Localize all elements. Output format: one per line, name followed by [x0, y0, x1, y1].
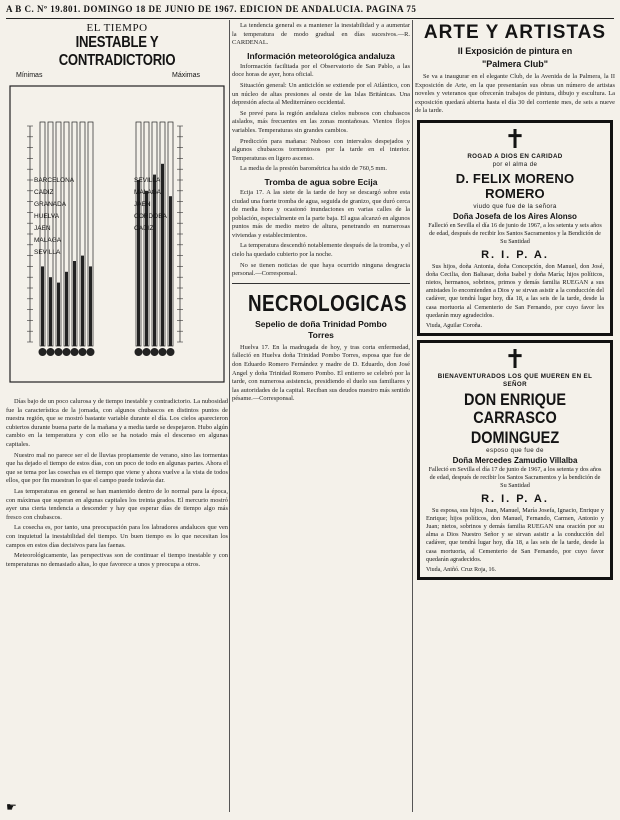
- city-label: HUELVA: [34, 213, 60, 220]
- obituary-footer: Viuda, Aniñó. Cruz Roja, 16.: [426, 567, 496, 574]
- obituary-spouse: Doña Mercedes Zamudio Villalba: [452, 456, 578, 465]
- thermometer-bulb: [39, 348, 47, 356]
- thermometer-bulb: [151, 348, 159, 356]
- info-paragraph: Se prevé para la región andaluza cielos nubosos con chubascos aislados, más frecuentes en las zonas montañosas. Vientos flojos variables. Temperaturas sin grandes cambios.: [232, 109, 410, 134]
- weather-paragraph: Días bajo de un poco calurosa y de tiempo inestable y contradictorio. La nubosidad fue la característica de la jornada, con algunos chubascos en distintos puntos de nuestra región, que se mostró bastante variable durante el día. Los cielos aparecieron cubiertos durante buena parte de la mañana y a media tarde se despejaron. Hubo algún cambio en la temperatura y con ello se ha notado más el descenso en algunas capitales.: [6, 398, 228, 448]
- arte-subtitle-2: "Palmera Club": [481, 59, 549, 69]
- obituary-top: BIENAVENTURADOS LOS QUE MUEREN EN EL SEÑOR: [437, 373, 593, 388]
- obituary-top: ROGAD A DIOS EN CARIDAD: [467, 152, 563, 160]
- obituary-ripa: R. I. P. A.: [481, 248, 549, 261]
- info-paragraph: Situación general: Un anticiclón se extiende por el Atlántico, con un núcleo de altas presiones al oeste de las Islas Británicas. Una depresión afecta al Mediterráneo occidental.: [232, 81, 410, 107]
- obituary-top2: por el alma de: [492, 160, 538, 168]
- necro-subtitle-2: Torres: [308, 329, 334, 340]
- thermometer-bulb: [167, 348, 175, 356]
- mercury-column: [81, 256, 84, 346]
- weather-paragraph: La cosecha es, por tanto, una preocupación para los labradores andaluces que ven con inquietud la inestabilidad del tiempo. Un buen tiempo es lo que necesitan los campos en estos días decisivos para las faenas.: [6, 524, 228, 549]
- header-rule: [6, 18, 614, 19]
- weather-headline: INESTABLE Y CONTRADICTORIO: [58, 34, 176, 69]
- tromba-paragraph: No se tienen noticias de que haya ocurrido ninguna desgracia personal.—Corresponsal.: [232, 261, 410, 278]
- column-news: [232, 22, 410, 812]
- obituary-name: D. FELIX MORENO ROMERO: [455, 170, 575, 201]
- city-label: BARCELONA: [34, 177, 75, 184]
- info-paragraph: La media de la presión barométrica ha sido de 760,5 mm.: [240, 165, 387, 173]
- thermometer-bulb: [55, 348, 63, 356]
- obituary-name-2: DOMINGUEZ: [470, 428, 560, 447]
- city-label: SEVILLA: [34, 249, 61, 256]
- thermometer-bulb: [159, 348, 167, 356]
- city-label: GRANADA: [34, 201, 67, 208]
- mercury-column: [153, 175, 156, 346]
- column-weather: [6, 22, 228, 812]
- thermometer-svg: [6, 72, 228, 398]
- city-label: MALAGA: [134, 189, 162, 196]
- mercury-column: [89, 266, 92, 346]
- mercury-column: [169, 196, 172, 346]
- city-label: JAEN: [34, 225, 51, 232]
- thermometer-bulb: [87, 348, 95, 356]
- obituary-carrasco: [417, 340, 613, 580]
- tromba-title: Tromba de agua sobre Ecija: [264, 176, 378, 187]
- hand-pointer-icon: ☛: [6, 800, 17, 814]
- min-label: Mínimas: [16, 72, 43, 79]
- column-arts: [415, 22, 615, 812]
- obituary-mid: esposo que fue de: [486, 447, 544, 454]
- obituary-text: Sus hijos, doña Antonia, doña Concepción, don Manuel, don José, doña Cecilia, don Baltasar, doña Isabel y doña María; hijos políticos, nietos, hermanos, sobrinos, primos y demás familia RUEGAN a sus amistades lo encomienden a Dios y se sirvan asistir a la conducción del cadáver, que tendrá lugar hoy, día 18, a las seis de la tarde, desde la casa mortuoria al Cementerio de San Fernando, por cuyo favor les quedarán muy agradecidos.: [426, 262, 604, 319]
- cross-icon: ✝: [504, 124, 526, 155]
- mercury-column: [73, 261, 76, 346]
- mercury-column: [65, 272, 68, 346]
- info-meteo-title: Información meteorológica andaluza: [247, 50, 395, 61]
- weather-paragraph: Nuestro mal no parece ser el de lluvias propiamente de verano, sino las tormentas que ha dejado el tiempo de estos días, con un poco de todo en algunas partes. Ahora el que se tema por las cosechas es el tiempo que viene y ahora vuelve a la vista de todos ellos, que por fin muestran lo que el campo puede todavía dar.: [6, 451, 228, 485]
- city-label: JAEN: [134, 201, 151, 208]
- obituary-spouse: Doña Josefa de los Aires Alonso: [453, 211, 577, 221]
- obituary-name-1: DON ENRIQUE CARRASCO: [464, 390, 566, 427]
- thermometer-bulb: [79, 348, 87, 356]
- column-divider-1: [229, 20, 230, 812]
- obituary-died: Falleció en Sevilla el día 17 de junio de 1967, a los setenta y dos años de edad, después de recibir los Santos Sacramentos y la bendición de Su Santidad: [428, 466, 602, 490]
- city-label: CORDOBA: [134, 213, 167, 220]
- cross-icon: ✝: [504, 345, 526, 375]
- obituary-died: Falleció en Sevilla el día 16 de junio de 1967, a los setenta y seis años de edad, después de recibir los Santos Sacramentos y la Bendición de Su Santidad: [428, 221, 602, 246]
- info-paragraph: Predicción para mañana: Nuboso con intervalos despejados y algunos chubascos tormentosos por la tarde en el interior. Temperaturas en ligero ascenso.: [232, 137, 410, 162]
- weather-paragraph: Meteorológicamente, las perspectivas son de continuar el tiempo inestable y con temperaturas no demasiado altas, lo que favorece a unos y preocupa a otros.: [6, 552, 228, 568]
- tromba-paragraph: La temperatura descendió notablemente después de la tromba, y el cielo ha quedado cubierto por la noche.: [232, 242, 410, 259]
- city-label: SEVILLA: [134, 177, 161, 184]
- intro-paragraph: La tendencia general es a mantener la inestabilidad y a aumentar la temperatura de modo gradual en días sucesivos.—R. CARDENAL.: [232, 22, 410, 47]
- mercury-column: [57, 283, 60, 346]
- weather-text: [6, 398, 228, 569]
- obituary-moreno: [417, 120, 613, 336]
- page-header: A B C. Nº 19.801. DOMINGO 18 DE JUNIO DE 1967. EDICION DE ANDALUCIA. PAGINA 75: [6, 4, 417, 14]
- mercury-column: [161, 164, 164, 346]
- thermometer-bulb: [143, 348, 151, 356]
- obituary-text: Su esposa, sus hijos, Juan, Manuel, María Josefa, Ignacio, Enrique y Enrique; hijos políticos, don Manuel, Fernando, Carmen, Antonio y Juan; nietos, sobrinos y demás familia RUEGAN una oración por su alma a Dios Nuestro Señor y se sirvan asistir a la conducción del cadáver, que tendrá lugar hoy, día 18, a las seis de la tarde, desde la casa mortuoria, al Cementerio de San Fernando, por cuyo favor quedarán agradecidos.: [426, 506, 604, 563]
- arte-subtitle-1: II Exposición de pintura en: [457, 46, 573, 56]
- max-label: Máximas: [172, 72, 201, 79]
- necrologicas-title: NECROLOGICAS: [248, 289, 407, 316]
- necro-subtitle-1: Sepelio de doña Trinidad Pombo: [255, 318, 387, 329]
- weather-paragraph: Las temperaturas en general se han mantenido dentro de lo normal para la época, con máximas que superan en algunas capitales los treinta grados. El mercurio mostró ayer una cierta tendencia a descender y hay que esperar días de tiempo algo más fresco con chubascos.: [6, 487, 228, 521]
- arte-title: ARTE Y ARTISTAS: [423, 22, 607, 43]
- weather-section-title: EL TIEMPO: [86, 22, 148, 34]
- thermometer-bulb: [47, 348, 55, 356]
- obituary-mid: viudo que fue de la señora: [473, 202, 557, 210]
- thermometer-bulb: [71, 348, 79, 356]
- obituary-ripa: R. I. P. A.: [481, 492, 549, 505]
- thermometer-bulb: [63, 348, 71, 356]
- necro-paragraph: Huelva 17. En la madrugada de hoy, y tras corta enfermedad, falleció en Huelva doña Trinidad Pombo Torres, esposa que fue de don Eduardo Romero Fernández y madre de D. Eduardo, don José Angel y doña Trinidad Romero Pombo. El entierro se celebró por la tarde, con numerosa asistencia, presidiendo el duelo sus familiares y las autoridades de la capital. Reciban sus deudos nuestro más sentido pésame.—Corresponsal.: [232, 343, 410, 403]
- info-paragraph: Información facilitada por el Observatorio de San Pablo, a las doce horas de ayer, hora oficial.: [232, 62, 410, 79]
- tromba-paragraph: Ecija 17. A las siete de la tarde de hoy se descargó sobre esta ciudad una fuerte tromba de agua, seguida de granizo, que duró cerca de media hora y ocasionó inundaciones en varias calles de la población, especialmente en la parte baja. El agua alcanzó en algunos puntos más de medio metro de altura, penetrando en numerosas viviendas y establecimientos.: [232, 188, 410, 239]
- thermometer-bulb: [135, 348, 143, 356]
- city-label: CADIZ: [34, 189, 54, 196]
- column-divider-2: [412, 20, 413, 812]
- mercury-column: [41, 266, 44, 346]
- arte-paragraph: Se va a inaugurar en el elegante Club, de la Avenida de la Palmera, la II Exposición de Arte, en la que presentarán sus obras un número de artistas noveles y veteranos que ofrecerán trabajos de pintura, dibujo y escultura. La exposición quedará abierta hasta el día 30 del corriente mes, de seis a nueve de la tarde.: [415, 73, 615, 115]
- obituary-footer: Viuda, Aguilar Coroña.: [426, 323, 482, 329]
- thermometer-chart: [6, 72, 228, 398]
- section-divider: [232, 283, 410, 284]
- city-label: MALAGA: [34, 237, 62, 244]
- city-label: CADIZ: [134, 225, 154, 232]
- mercury-column: [49, 277, 52, 346]
